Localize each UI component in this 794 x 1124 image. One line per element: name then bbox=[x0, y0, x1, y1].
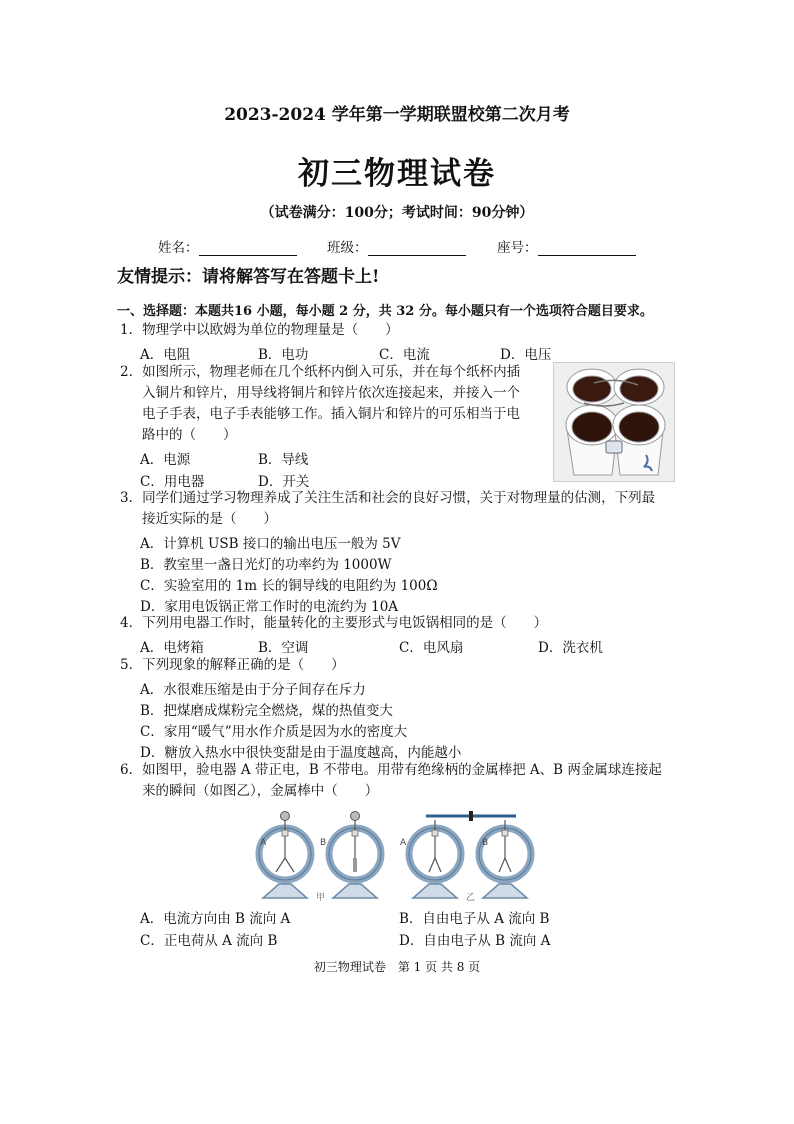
q5-option-a: A．水很难压缩是由于分子间存在斥力 bbox=[140, 682, 366, 698]
q5-option-c: C．家用“暖气”用水作介质是因为水的密度大 bbox=[140, 724, 408, 740]
electroscope-figure bbox=[250, 806, 550, 902]
name-blank bbox=[199, 241, 297, 256]
q2-stem-line2: 入铜片和锌片，用导线将铜片和锌片依次连接起来，并接入一个 bbox=[142, 385, 520, 401]
q4-option-a: A．电烤箱 bbox=[140, 640, 204, 656]
class-label: 班级： bbox=[327, 240, 368, 256]
q6-stem-line2: 来的瞬间（如图乙），金属棒中（ ） bbox=[142, 783, 379, 799]
q2-option-a: A．电源 bbox=[140, 452, 191, 468]
q4-option-d: D．洗衣机 bbox=[538, 640, 603, 656]
seat-field bbox=[497, 236, 636, 256]
label-a-yi: A bbox=[400, 838, 407, 848]
q6-option-d: D．自由电子从 B 流向 A bbox=[399, 933, 551, 949]
class-field bbox=[327, 236, 466, 256]
q3-option-a: A．计算机 USB 接口的输出电压一般为 5V bbox=[140, 536, 401, 552]
paper-title: 初三物理试卷 bbox=[298, 156, 496, 192]
cola-cups-illustration bbox=[554, 363, 674, 481]
name-field bbox=[158, 236, 297, 256]
page-footer: 初三物理试卷 第 1 页 共 8 页 bbox=[313, 960, 481, 974]
q1-option-c: C．电流 bbox=[379, 347, 430, 363]
electroscope-a-jia bbox=[259, 812, 311, 899]
label-b-yi: B bbox=[482, 838, 489, 848]
q3-option-d: D．家用电饭锅正常工作时的电流约为 10A bbox=[140, 599, 399, 615]
q3-stem-line2: 接近实际的是（ ） bbox=[142, 511, 277, 527]
q4-stem: 4．下列用电器工作时，能量转化的主要形式与电饭锅相同的是（ ） bbox=[120, 615, 548, 631]
label-jia: 甲 bbox=[316, 893, 326, 902]
q4-option-b: B．空调 bbox=[258, 640, 309, 656]
exam-title: 2023-2024 学年第一学期联盟校第二次月考 bbox=[224, 105, 570, 125]
seat-blank bbox=[538, 241, 636, 256]
cola-cups-photo bbox=[553, 362, 675, 482]
seat-label: 座号： bbox=[497, 240, 538, 256]
q2-option-b: B．导线 bbox=[258, 452, 309, 468]
q6-stem-line1: 6．如图甲，验电器 A 带正电，B 不带电。用带有绝缘柄的金属棒把 A、B 两金属球连接起 bbox=[120, 762, 662, 778]
q2-option-c: C．用电器 bbox=[140, 474, 205, 490]
metal-rod bbox=[426, 811, 516, 821]
friendly-tip: 友情提示：请将解答写在答题卡上! bbox=[117, 267, 380, 287]
q4-option-c: C．电风扇 bbox=[399, 640, 464, 656]
label-yi: 乙 bbox=[466, 893, 476, 902]
name-label: 姓名： bbox=[158, 240, 199, 256]
q3-option-c: C．实验室用的 1m 长的铜导线的电阻约为 100Ω bbox=[140, 578, 438, 594]
q2-stem-line1: 2．如图所示，物理老师在几个纸杯内倒入可乐，并在每个纸杯内插 bbox=[120, 364, 521, 380]
q2-stem-line4: 路中的（ ） bbox=[142, 427, 237, 443]
class-blank bbox=[368, 241, 466, 256]
q6-option-a: A．电流方向由 B 流向 A bbox=[140, 911, 291, 927]
q1-option-a: A．电阻 bbox=[140, 347, 191, 363]
electroscope-a-yi bbox=[409, 820, 461, 898]
q2-option-d: D．开关 bbox=[258, 474, 310, 490]
q1-stem: 1．物理学中以欧姆为单位的物理量是（ ） bbox=[120, 322, 399, 338]
q6-option-b: B．自由电子从 A 流向 B bbox=[399, 911, 550, 927]
q5-stem: 5．下列现象的解释正确的是（ ） bbox=[120, 657, 345, 673]
electroscope-b-jia bbox=[329, 812, 381, 899]
exam-meta: （试卷满分：100分；考试时间：90分钟） bbox=[260, 205, 534, 221]
section-heading: 一、选择题：本题共16 小题，每小题 2 分，共 32 分。每小题只有一个选项符合题目要求。 bbox=[117, 304, 653, 319]
q2-stem-line3: 电子手表，电子手表能够工作。插入铜片和锌片的可乐相当于电 bbox=[142, 406, 520, 422]
q5-option-d: D．糖放入热水中很快变甜是由于温度越高，内能越小 bbox=[140, 745, 462, 761]
q3-stem-line1: 3．同学们通过学习物理养成了关注生活和社会的良好习惯，关于对物理量的估测，下列最 bbox=[120, 490, 656, 506]
q1-option-d: D．电压 bbox=[500, 347, 552, 363]
q6-option-c: C．正电荷从 A 流向 B bbox=[140, 933, 278, 949]
label-a-jia: A bbox=[260, 838, 267, 848]
q5-option-b: B．把煤磨成煤粉完全燃烧，煤的热值变大 bbox=[140, 703, 393, 719]
q1-option-b: B．电功 bbox=[258, 347, 309, 363]
q3-option-b: B．教室里一盏日光灯的功率约为 1000W bbox=[140, 557, 392, 573]
electroscope-b-yi bbox=[479, 820, 531, 898]
label-b-jia: B bbox=[320, 838, 327, 848]
